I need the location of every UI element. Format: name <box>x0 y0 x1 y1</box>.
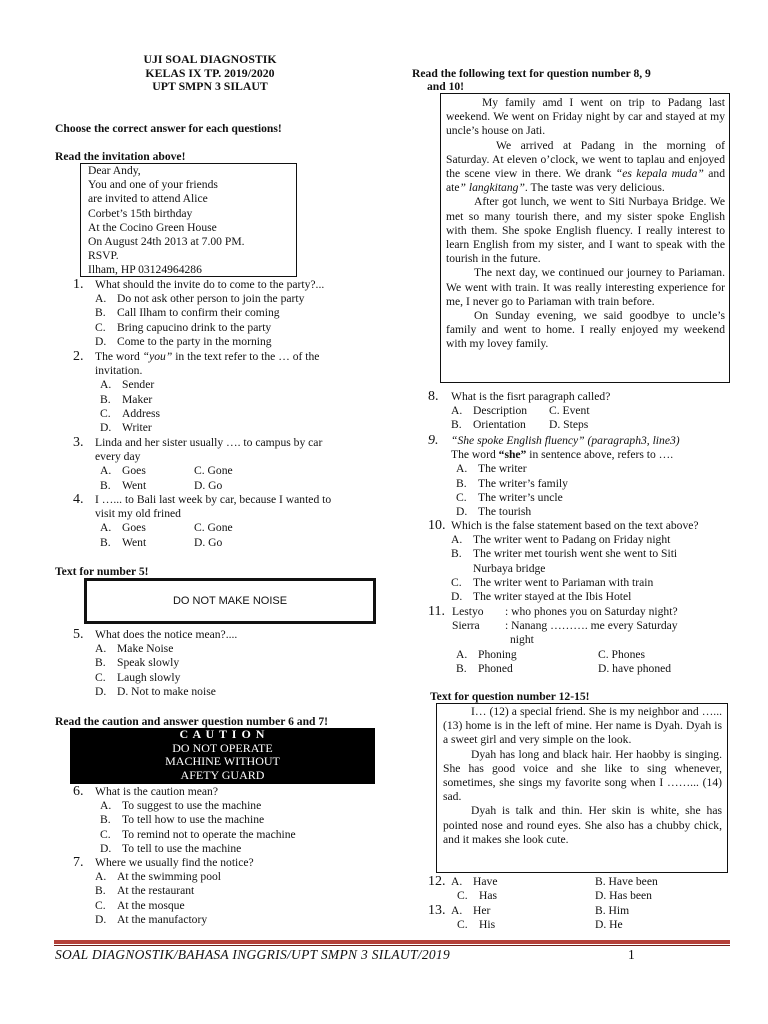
story2-paragraph: Dyah has long and black hair. Her haobby is singing. She has good voice and she like to sing whenever, sometimes, she sings my favorite song when I ……... (14) sad. <box>443 747 722 804</box>
option-text: D. Has been <box>595 889 652 903</box>
speaker: Lestyo <box>452 605 484 618</box>
option-text: Went <box>122 478 147 492</box>
option-a[interactable] <box>95 292 373 306</box>
option-letter: A. <box>100 464 112 478</box>
option-text: Phoning <box>478 647 517 661</box>
option-letter: A. <box>456 462 468 476</box>
options-list <box>100 521 373 549</box>
option-letter: D. <box>95 334 107 348</box>
option-letter: C. <box>100 827 111 841</box>
option-letter: C. <box>456 490 467 504</box>
story-emphasis: “es kepala muda” <box>615 167 704 181</box>
question-text: Where we usually find the notice? <box>95 856 254 869</box>
option-text: Address <box>122 406 160 420</box>
story2-box <box>436 703 728 873</box>
speaker: Sierra <box>452 619 480 633</box>
option-letter: D. <box>95 684 107 698</box>
question-emphasis: “you” <box>142 350 173 363</box>
invitation-line: Ilham, HP 03124964286 <box>88 263 202 277</box>
option-text: Nurbaya bridge <box>473 561 546 575</box>
option-letter: A. <box>456 647 468 661</box>
header-class: KELAS IX TP. 2019/2020 <box>145 65 275 80</box>
options-list <box>95 292 373 349</box>
text5-heading: Text for number 5! <box>55 565 149 578</box>
question-number: 6. <box>73 784 84 799</box>
option-text: Laugh slowly <box>117 670 181 684</box>
options-list <box>451 875 728 903</box>
option-letter: B. <box>451 547 462 561</box>
option-text: Goes <box>122 521 146 535</box>
option-letter: C. <box>95 670 106 684</box>
footer-text: SOAL DIAGNOSTIK/BAHASA INGGRIS/UPT SMPN 3 SILAUT/2019 <box>55 947 451 962</box>
option-b[interactable] <box>100 813 373 827</box>
question-2 <box>73 350 373 435</box>
option-text: B. Him <box>595 904 630 917</box>
option-text: To suggest to use the machine <box>122 799 262 813</box>
story1-heading-cont: and 10! <box>427 80 465 93</box>
notice-box: DO NOT MAKE NOISE <box>84 578 376 624</box>
question-6 <box>73 785 373 856</box>
option-a[interactable] <box>456 462 728 476</box>
question-7 <box>73 856 373 927</box>
question-number: 3. <box>73 435 84 450</box>
header-title: UJI SOAL DIAGNOSTIK <box>143 52 277 66</box>
option-row[interactable] <box>451 404 728 418</box>
story1-paragraph <box>446 139 725 196</box>
option-row[interactable] <box>456 662 728 676</box>
question-1 <box>73 278 373 349</box>
option-a[interactable] <box>100 799 373 813</box>
option-d[interactable] <box>100 421 373 435</box>
option-letter: C. <box>457 918 468 932</box>
option-text: Do not ask other person to join the party <box>117 292 305 306</box>
option-b[interactable] <box>95 306 373 320</box>
option-text: The writer’s family <box>478 476 568 490</box>
options-list <box>100 799 373 856</box>
option-text: Call Ilham to confirm their coming <box>117 306 280 320</box>
option-text: C. Gone <box>194 464 233 478</box>
option-c[interactable] <box>456 491 728 505</box>
option-letter: B. <box>100 478 111 492</box>
invitation-heading: Read the invitation above! <box>55 150 186 163</box>
question-text-cont: visit my old frined <box>95 507 181 521</box>
option-text: The writer’s uncle <box>478 490 563 504</box>
option-text: D. have phoned <box>598 661 672 675</box>
option-text: D. Not to make noise <box>117 684 216 698</box>
option-letter: B. <box>95 306 106 320</box>
question-text: Which is the false statement based on the text above? <box>451 519 699 532</box>
option-text: Went <box>122 535 147 549</box>
question-5 <box>73 628 373 699</box>
option-b[interactable] <box>95 884 373 898</box>
option-d[interactable] <box>95 913 373 927</box>
option-text: D. Go <box>194 478 223 492</box>
option-letter: C. <box>100 406 111 420</box>
option-text: D. He <box>595 918 623 932</box>
option-row[interactable] <box>451 875 728 889</box>
question-number: 9. <box>428 433 439 448</box>
options-list <box>100 378 373 435</box>
option-b-cont <box>451 562 738 576</box>
question-number: 7. <box>73 855 84 870</box>
caution-line: DO NOT OPERATE <box>172 740 273 755</box>
question-text: Linda and her sister usually …. to campus by car <box>95 436 323 449</box>
option-text: The writer <box>478 462 527 476</box>
options-list <box>95 642 373 699</box>
option-letter: D. <box>95 912 107 926</box>
option-letter: D. <box>100 841 112 855</box>
story2-paragraph: Dyah is talk and thin. Her skin is white, she has pointed nose and round eyes. She also has a chubby chick, and it makes she look cute. <box>443 804 722 846</box>
option-text: Has <box>479 889 498 903</box>
question-text-part: in sentence above, refers to …. <box>526 448 674 462</box>
option-text: The writer stayed at the Ibis Hotel <box>473 589 632 603</box>
option-row[interactable] <box>100 479 373 493</box>
option-letter: A. <box>100 378 112 392</box>
option-text: To remind not to operate the machine <box>122 827 296 841</box>
option-row[interactable] <box>100 521 373 535</box>
question-text: I …... to Bali last week by car, because I wanted to <box>95 493 332 506</box>
question-12 <box>428 875 728 903</box>
option-text: Speak slowly <box>117 656 180 670</box>
option-letter: B. <box>95 884 106 898</box>
option-text: At the swimming pool <box>117 870 222 884</box>
invitation-line: Dear Andy, <box>88 164 141 177</box>
option-row[interactable] <box>100 464 373 478</box>
caution-line: MACHINE WITHOUT <box>165 754 280 769</box>
question-10 <box>428 519 738 604</box>
document-header <box>105 53 315 94</box>
options-list <box>456 648 728 676</box>
option-text: Description <box>473 404 528 418</box>
question-number: 10. <box>428 518 446 533</box>
question-8 <box>428 390 728 433</box>
option-letter: C. <box>95 320 106 334</box>
question-text: What should the invite do to come to the party?... <box>95 278 325 291</box>
option-row[interactable] <box>451 418 728 432</box>
caution-line: AFETY GUARD <box>180 767 265 782</box>
option-c[interactable] <box>100 407 373 421</box>
option-text: The tourish <box>478 504 532 518</box>
option-row[interactable] <box>100 536 373 550</box>
question-number: 2. <box>73 349 84 364</box>
option-text: Come to the party in the morning <box>117 334 272 348</box>
option-row[interactable] <box>456 648 728 662</box>
option-letter: B. <box>100 392 111 406</box>
question-text-cont: invitation. <box>95 364 143 378</box>
header-school: UPT SMPN 3 SILAUT <box>152 79 268 93</box>
option-text: Her <box>473 904 491 917</box>
question-number: 11. <box>428 604 445 619</box>
story1-heading: Read the following text for question number 8, 9 <box>412 67 651 80</box>
option-letter: A. <box>95 292 107 306</box>
options-list <box>95 870 373 927</box>
question-text-part: The word <box>451 448 499 462</box>
option-text: Writer <box>122 420 152 434</box>
question-number: 12. <box>428 874 446 889</box>
option-letter: C. <box>451 575 462 589</box>
invitation-line: On August 24th 2013 at 7.00 PM. <box>88 235 245 249</box>
option-b[interactable] <box>95 656 373 670</box>
option-letter: A. <box>100 521 112 535</box>
option-row[interactable] <box>451 904 728 918</box>
option-letter: A. <box>451 404 463 418</box>
caution-heading: Read the caution and answer question number 6 and 7! <box>55 715 329 728</box>
option-c[interactable] <box>100 828 373 842</box>
option-letter: B. <box>100 813 111 827</box>
options-list <box>451 533 738 604</box>
option-c[interactable] <box>95 321 373 335</box>
page-number: 1 <box>628 947 635 962</box>
caution-box <box>70 728 375 784</box>
utterance: : who phones you on Saturday night? <box>505 605 678 618</box>
option-c[interactable] <box>451 576 738 590</box>
options-list <box>456 462 728 519</box>
option-letter: B. <box>100 535 111 549</box>
story1-paragraph: On Sunday evening, we said goodbye to uncle’s family and went to home. I really enjoyed my weekend with my lovey family. <box>446 309 725 351</box>
question-4 <box>73 493 373 550</box>
options-list <box>100 464 373 492</box>
option-text: Have <box>473 875 498 888</box>
option-letter: B. <box>456 476 467 490</box>
question-emphasis: “she” <box>498 448 527 462</box>
footer-rule <box>54 940 730 944</box>
option-letter: D. <box>456 504 468 518</box>
story2-heading: Text for question number 12-15! <box>430 690 590 703</box>
option-text: At the manufactory <box>117 912 208 926</box>
option-text: D. Steps <box>549 418 589 432</box>
option-b[interactable] <box>456 477 728 491</box>
question-3 <box>73 436 373 493</box>
option-text: Phoned <box>478 661 513 675</box>
option-row[interactable] <box>457 918 728 932</box>
story-text: and ate <box>446 167 725 195</box>
option-text: The writer met tourish went she went to Siti <box>473 547 678 561</box>
option-text: B. Have been <box>595 875 658 888</box>
option-d[interactable] <box>451 590 738 604</box>
option-letter: B. <box>95 656 106 670</box>
option-text: Sender <box>122 378 155 392</box>
story1-paragraph: After got lunch, we went to Siti Nurbaya Bridge. We met so many tourish there, and my sister spoke English with them. She spoke English fluency. I really interest to learn English from my sister, and I want to speak with the tourish in the future. <box>446 195 725 266</box>
question-text: What is the caution mean? <box>95 785 218 798</box>
question-text-part: in the text refer to the … of the <box>172 350 320 363</box>
question-number: 4. <box>73 492 84 507</box>
option-text: His <box>479 918 496 932</box>
option-text: C. Phones <box>598 647 646 661</box>
option-text: At the mosque <box>117 898 185 912</box>
caution-title: C A U T I O N <box>179 727 266 741</box>
dialog-line <box>452 619 728 633</box>
question-text-cont: every day <box>95 450 141 464</box>
dialog-line-cont: night <box>510 633 534 647</box>
utterance: : Nanang ………. me every Saturday <box>505 619 678 633</box>
option-text: To tell to use the machine <box>122 841 242 855</box>
option-letter: C. <box>95 898 106 912</box>
option-c[interactable] <box>95 671 373 685</box>
question-text: What is the fisrt paragraph called? <box>451 390 611 403</box>
story2-paragraph: I… (12) a special friend. She is my neighbor and …... (13) home is in the left of mine. Her name is Dyah. Dyah is a sweet girl and very simple on the look. <box>443 705 722 747</box>
question-text <box>95 350 373 364</box>
question-9 <box>428 434 728 519</box>
option-text: Goes <box>122 464 146 478</box>
question-number: 5. <box>73 627 84 642</box>
option-letter: D. <box>451 589 463 603</box>
option-b[interactable] <box>451 547 738 561</box>
invitation-line: Corbet’s 15th birthday <box>88 206 193 220</box>
question-11 <box>428 605 728 676</box>
story1-paragraph: My family amd I went on trip to Padang last weekend. We went on Friday night by car and stayed at my uncle’s house on Jati. <box>446 96 725 138</box>
option-d[interactable] <box>456 505 728 519</box>
option-letter: A. <box>451 533 463 547</box>
option-b[interactable] <box>100 393 373 407</box>
invitation-line: RSVP. <box>88 249 119 263</box>
invitation-box <box>80 163 297 277</box>
story-text: We arrived at Padang in the morning of Saturday. At eleven o’clock, we went to taplau and enjoyed the scene view in there. We drank <box>446 138 725 181</box>
option-letter: A. <box>100 799 112 813</box>
option-text: To tell how to use the machine <box>122 813 265 827</box>
question-text: What does the notice mean?.... <box>95 628 238 641</box>
question-quote: “She spoke English fluency” (paragraph3, line3) <box>451 434 680 447</box>
option-d[interactable] <box>95 685 373 699</box>
option-row[interactable] <box>457 889 728 903</box>
option-text: At the restaurant <box>117 884 195 898</box>
invitation-line: are invited to attend Alice <box>88 192 208 206</box>
question-number: 1. <box>73 277 84 292</box>
instruction: Choose the correct answer for each questions! <box>55 122 282 135</box>
option-letter: D. <box>100 420 112 434</box>
option-letter: A. <box>451 904 463 917</box>
question-13 <box>428 904 728 932</box>
story-emphasis: ” langkitang” <box>459 181 525 195</box>
option-d[interactable] <box>100 842 373 856</box>
question-number: 13. <box>428 903 446 918</box>
question-text <box>451 448 728 462</box>
story1-box <box>440 93 730 383</box>
option-a[interactable] <box>95 642 373 656</box>
option-letter: A. <box>95 870 107 884</box>
question-number: 8. <box>428 389 439 404</box>
option-letter: B. <box>451 418 462 432</box>
option-text: Maker <box>122 392 153 406</box>
option-text: Make Noise <box>117 642 174 656</box>
option-text: Orientation <box>473 418 526 432</box>
invitation-line: At the Cocino Green House <box>88 220 217 234</box>
question-text-part: The word <box>95 350 143 363</box>
option-letter: B. <box>456 661 467 675</box>
invitation-line: You and one of your friends <box>88 178 218 192</box>
dialog-line <box>452 605 728 619</box>
option-a[interactable] <box>451 533 738 547</box>
option-text: Bring capucino drink to the party <box>117 320 272 334</box>
story-text: . The taste was very delicious. <box>524 181 665 195</box>
story1-paragraph: The next day, we continued our journey to Pariaman. We went with train. It was really interesting experience for me, I never go to Pariaman with train before. <box>446 266 725 308</box>
option-d[interactable] <box>95 335 373 349</box>
option-text: D. Go <box>194 535 223 549</box>
option-a[interactable] <box>95 870 373 884</box>
option-letter: C. <box>457 889 468 903</box>
option-text: The writer went to Padang on Friday night <box>473 533 671 547</box>
option-c[interactable] <box>95 899 373 913</box>
option-letter: A. <box>95 642 107 656</box>
option-letter: A. <box>451 875 463 888</box>
option-a[interactable] <box>100 378 373 392</box>
footer-rule-thin <box>54 945 730 946</box>
option-text: C. Event <box>549 404 590 418</box>
options-list <box>451 904 728 932</box>
option-text: C. Gone <box>194 521 233 535</box>
option-text: The writer went to Pariaman with train <box>473 575 654 589</box>
options-list <box>451 404 728 432</box>
